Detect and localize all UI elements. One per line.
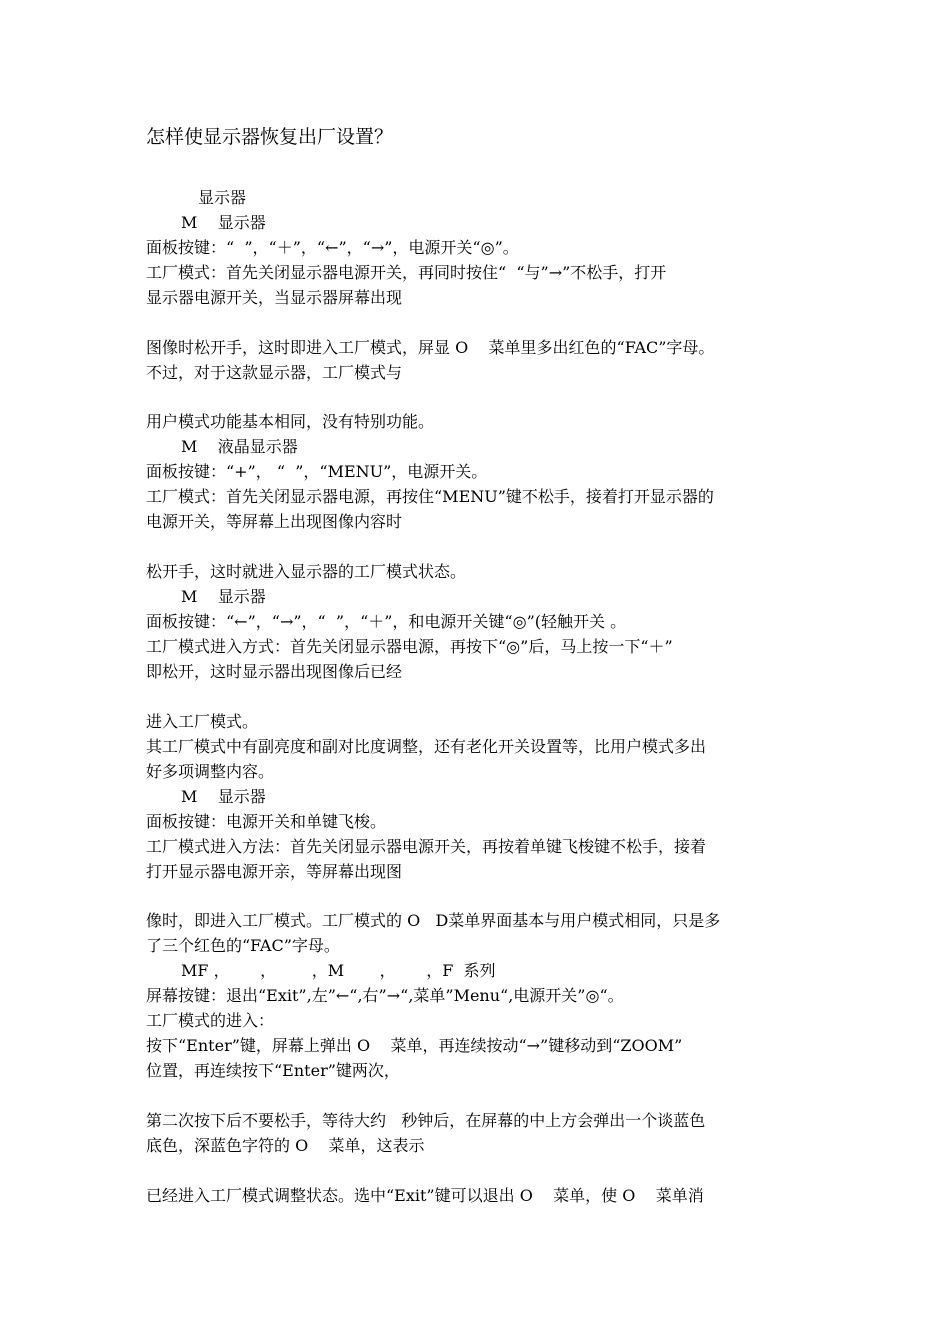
text-line: 按下“Enter”键，屏幕上弹出 O 菜单，再连续按动“→”键移动到“ZOOM”	[146, 1036, 683, 1055]
text-line: 用户模式功能基本相同，没有特别功能。	[146, 412, 435, 431]
text-line: 像时，即进入工厂模式。工厂模式的 O D菜单界面基本与用户模式相同，只是多	[146, 911, 721, 930]
text-line: 屏幕按键：退出“Exit”,左”←“,右”→“,菜单”Menu“,电源开关”◎“。	[146, 986, 624, 1005]
text-line: 显示器电源开关，当显示器屏幕出现	[146, 288, 403, 307]
text-line: 位置，再连续按下“Enter”键两次，	[146, 1061, 400, 1080]
text-line: 已经进入工厂模式调整状态。选中“Exit”键可以退出 O 菜单，使 O 菜单消	[146, 1186, 704, 1205]
text-line: 工厂模式进入方法：首先关闭显示器电源开关，再按着单键飞梭键不松手，接着	[146, 837, 707, 856]
text-line: 工厂模式的进入：	[146, 1011, 275, 1030]
text-line: M 液晶显示器	[181, 437, 298, 456]
text-line: 不过，对于这款显示器，工厂模式与	[146, 363, 403, 382]
text-line: 第二次按下后不要松手，等待大约 秒钟后，在屏幕的中上方会弹出一个谈蓝色	[146, 1111, 706, 1130]
text-line: 进入工厂模式。	[146, 712, 259, 731]
text-line: 工厂模式：首先关闭显示器电源开关，再同时按住“ “与”→”不松手，打开	[146, 263, 667, 282]
page-title: 怎样使显示器恢复出厂设置？	[146, 126, 394, 148]
text-line: M 显示器	[181, 587, 266, 606]
text-line: 打开显示器电源开亲，等屏幕出现图	[146, 862, 403, 881]
text-line: 松开手，这时就进入显示器的工厂模式状态。	[146, 562, 467, 581]
text-line: 了三个红色的“FAC”字母。	[146, 936, 340, 955]
text-line: 即松开，这时显示器出现图像后已经	[146, 662, 403, 681]
text-line: 图像时松开手，这时即进入工厂模式，屏显 O 菜单里多出红色的“FAC”字母。	[146, 338, 715, 357]
text-line: 底色，深蓝色字符的 O 菜单，这表示	[146, 1136, 425, 1155]
text-line: MF ， ， ，M ， ，F 系列	[181, 961, 496, 980]
text-line: 显示器	[198, 188, 247, 207]
text-line: 其工厂模式中有副亮度和副对比度调整，还有老化开关设置等，比用户模式多出	[146, 737, 707, 756]
text-line: 工厂模式：首先关闭显示器电源，再按住“MENU”键不松手，接着打开显示器的	[146, 487, 714, 506]
text-line: 电源开关，等屏幕上出现图像内容时	[146, 512, 403, 531]
text-line: 面板按键：“+”， “ ”，“MENU”，电源开关。	[146, 462, 488, 481]
text-line: M 显示器	[181, 787, 266, 806]
text-line: 面板按键：“ ”，“＋”，“←”，“→”，电源开关“◎”。	[146, 238, 519, 257]
text-line: 好多项调整内容。	[146, 762, 275, 781]
text-line: 工厂模式进入方式：首先关闭显示器电源，再按下“◎”后，马上按一下“＋”	[146, 637, 673, 656]
text-line: M 显示器	[181, 213, 266, 232]
text-line: 面板按键：电源开关和单键飞梭。	[146, 812, 387, 831]
text-line: 面板按键：“←”，“→”，“ ”，“＋”，和电源开关键“◎”(轻触开关 。	[146, 612, 627, 631]
